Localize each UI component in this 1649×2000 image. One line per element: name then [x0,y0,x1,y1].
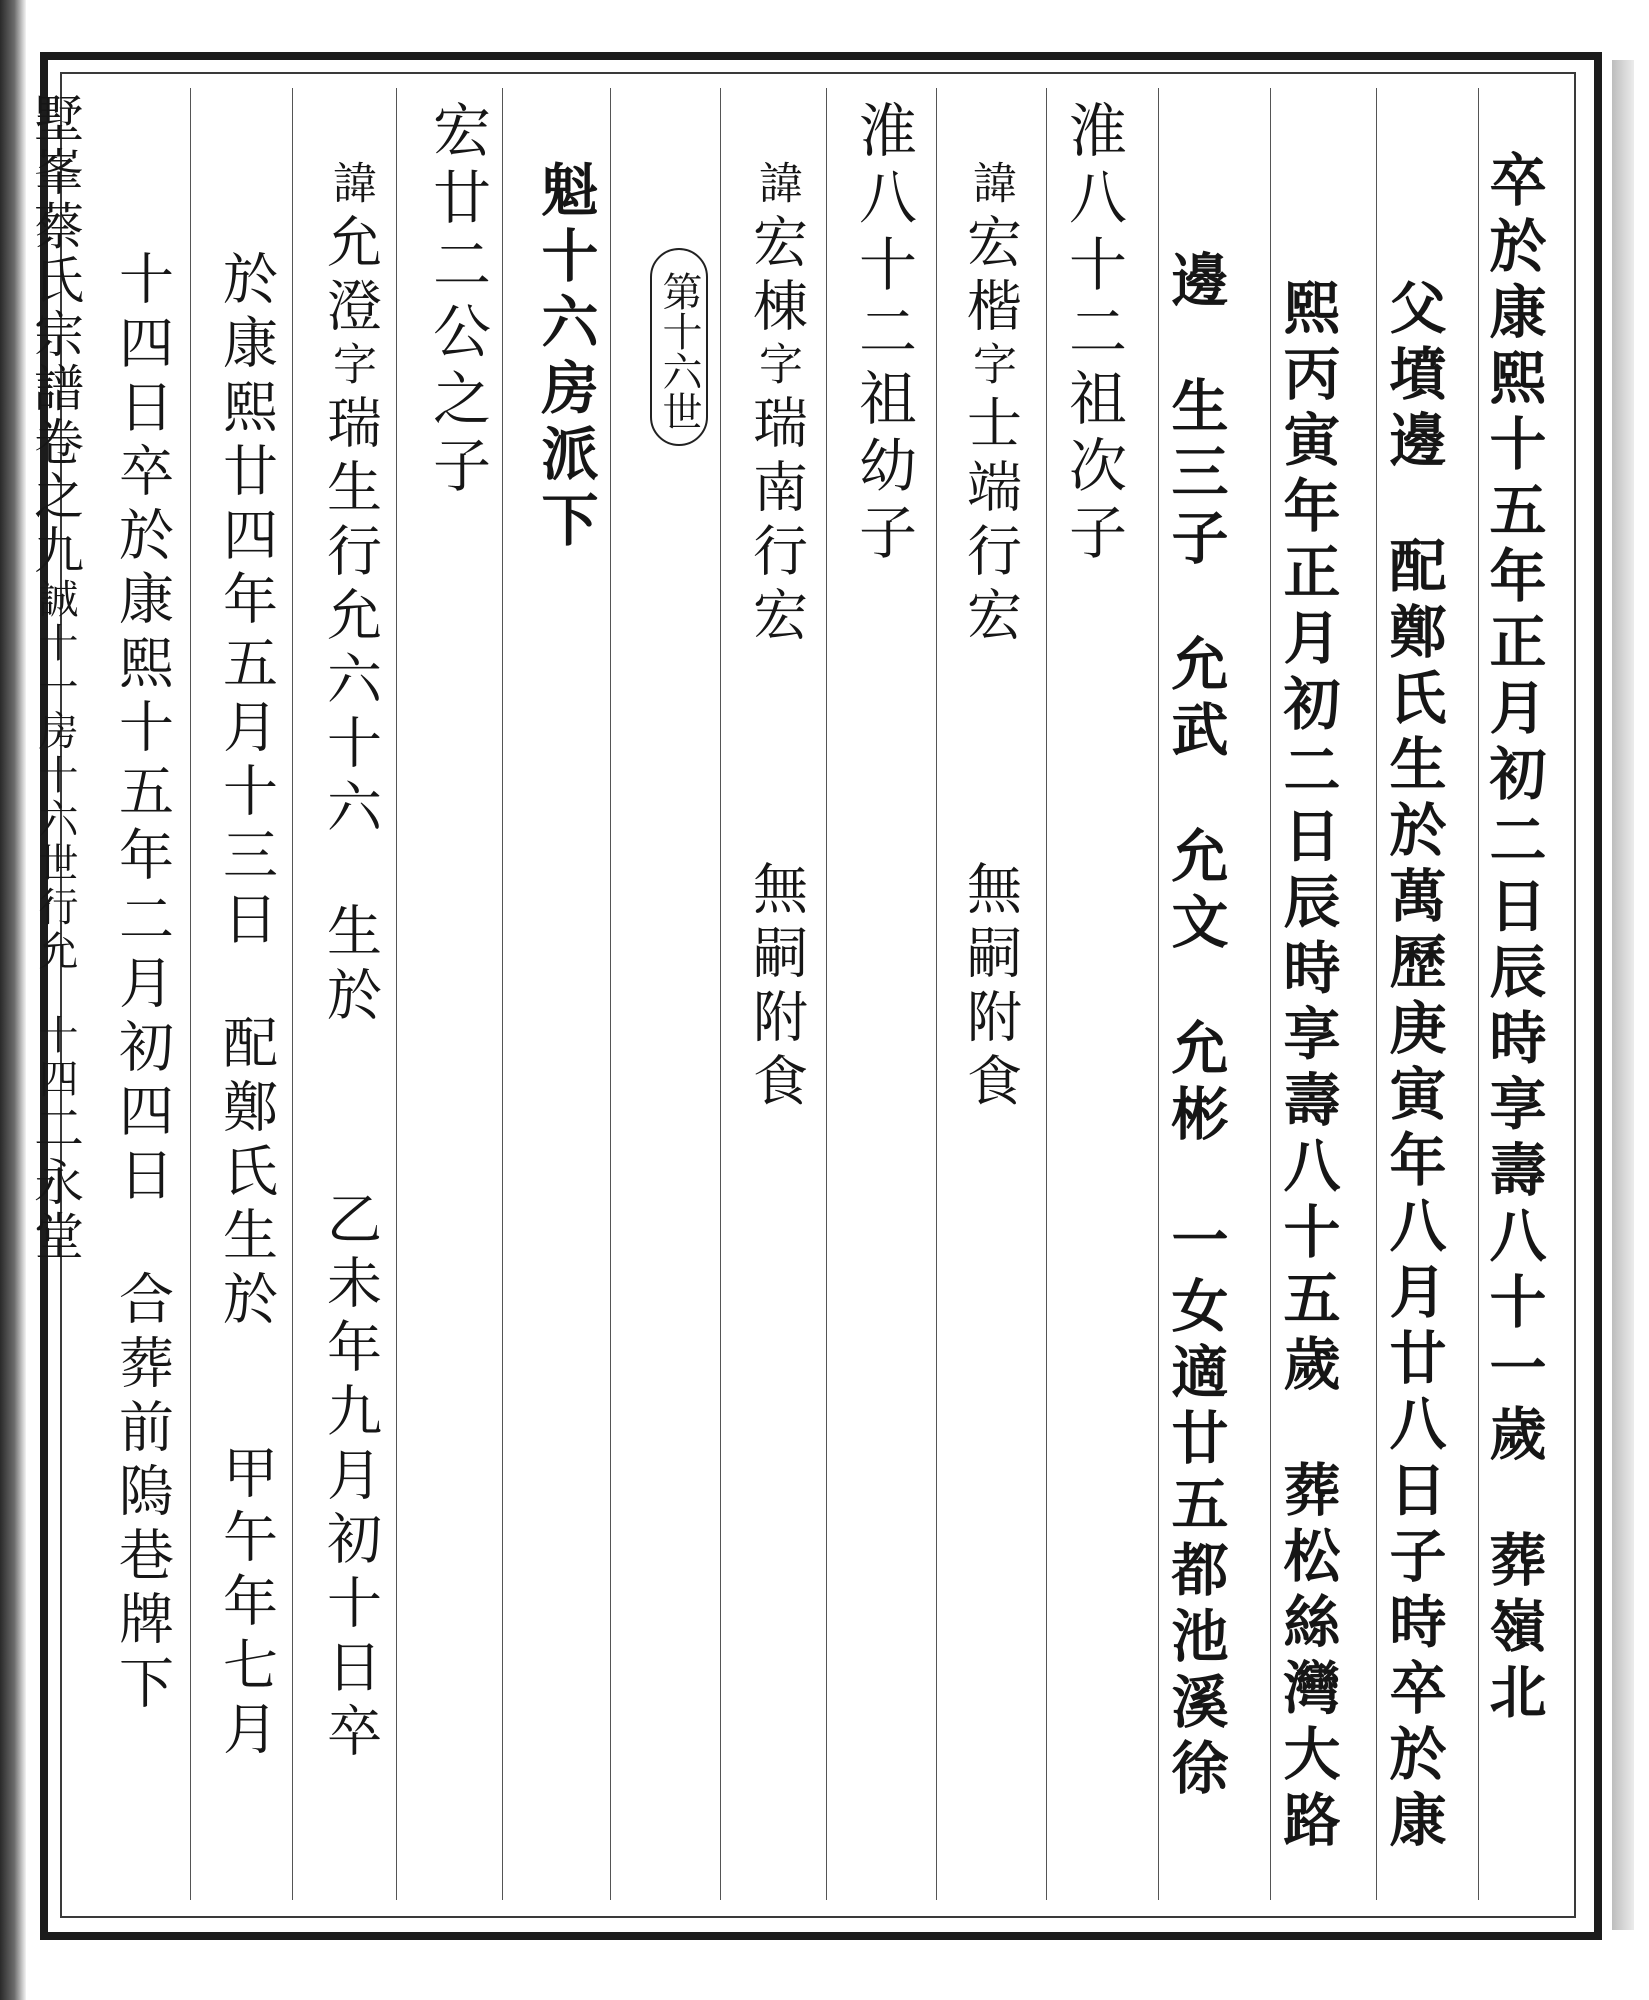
person-name: 宏棟 [744,213,808,341]
text-column-9 [532,160,598,556]
branch-heading: 魁十六房派下 [532,160,598,556]
column-rule [1270,88,1271,1900]
name-prefix: 諱 [965,160,1016,213]
column-rule [610,88,611,1900]
section-label: 誠十一房十六世行允 [32,578,78,974]
daughter-record: 一女適廿五都池溪徐 [1162,1210,1228,1804]
column-rule [1478,88,1479,1900]
courtesy-name: 士端行宏 [958,394,1022,650]
child-name: 允彬 [1162,1018,1228,1150]
name-prefix: 諱 [325,160,376,213]
volume-label: 卷之九 [26,416,84,578]
text-column-4 [1162,250,1228,1804]
birth-death-record: 乙未年九月初十日卒 [318,1190,382,1766]
text-column-3 [1274,278,1340,1856]
generation-badge: 第十六世 [650,248,708,446]
text-column-12 [214,250,278,1764]
spouse-record: 配鄭氏生於萬歷庚寅年八月廿八日子時卒於康 [1380,536,1446,1856]
page-number: 十四 [32,1014,78,1102]
column-rule [190,88,191,1900]
column-rule [502,88,503,1900]
column-rule [396,88,397,1900]
column-rule [826,88,827,1900]
death-record: 熙丙寅年正月初二日辰時享壽八十五歲 [1274,278,1340,1400]
text-column-10 [423,100,491,502]
courtesy-prefix: 字 [965,341,1016,394]
burial-text: 葬松絲灣大路 [1274,1460,1340,1856]
joint-burial-record: 合葬前隖巷牌下 [110,1270,174,1718]
column-rule [1046,88,1047,1900]
text-column-2 [1380,278,1446,1856]
column-rule [936,88,937,1900]
death-record: 卒於康熙十五年正月初二日辰時享壽八十一歲 [1480,150,1546,1470]
text-column-7 [849,100,917,569]
text-column-11 [318,160,382,1766]
column-rule [720,88,721,1900]
person-name: 宏楷 [958,213,1022,341]
no-heir-note: 無嗣附食 [744,860,808,1116]
burial-location: 父墳邊 [1380,278,1446,476]
margin-strip [26,92,84,1264]
child-name: 允文 [1162,826,1228,958]
courtesy-prefix: 字 [325,341,376,394]
burial-text: 葬嶺北 [1480,1530,1546,1728]
text-column-6 [958,160,1022,1116]
courtesy-name: 瑞南行宏 [744,394,808,650]
child-name: 允武 [1162,634,1228,766]
text-column-8 [744,160,808,1116]
no-heir-note: 無嗣附食 [958,860,1022,1116]
page-border-inner [60,72,1576,1918]
spouse-birth-date: 甲午年七月 [214,1444,278,1764]
book-title: 墅峯蔡氏宗譜 [26,92,84,416]
hall-name: 二永堂 [26,1102,84,1264]
text-column-1 [1480,150,1546,1728]
lineage-heading: 淮八十二祖幼子 [849,100,917,569]
lineage-heading: 淮八十二祖次子 [1059,100,1127,569]
children-count: 生三子 [1162,376,1228,574]
courtesy-prefix: 字 [751,341,802,394]
spouse-death-record: 十四日卒於康熙十五年二月初四日 [110,250,174,1210]
death-record: 於康熙廿四年五月十三日 [214,250,278,954]
text-column-5 [1059,100,1127,569]
column-rule [1158,88,1159,1900]
page-edge [1612,60,1634,1930]
burial-location: 邊 [1162,250,1228,316]
book-binding-shadow [0,0,26,2000]
name-prefix: 諱 [751,160,802,213]
spouse-record: 配鄭氏生於 [214,1014,278,1334]
lineage-heading: 宏廿二公之子 [423,100,491,502]
courtesy-name: 瑞生行允六十六 [318,394,382,842]
person-name: 允澄 [318,213,382,341]
text-column-13 [110,250,174,1718]
column-rule [1376,88,1377,1900]
column-rule [292,88,293,1900]
birth-prefix: 生於 [318,902,382,1030]
